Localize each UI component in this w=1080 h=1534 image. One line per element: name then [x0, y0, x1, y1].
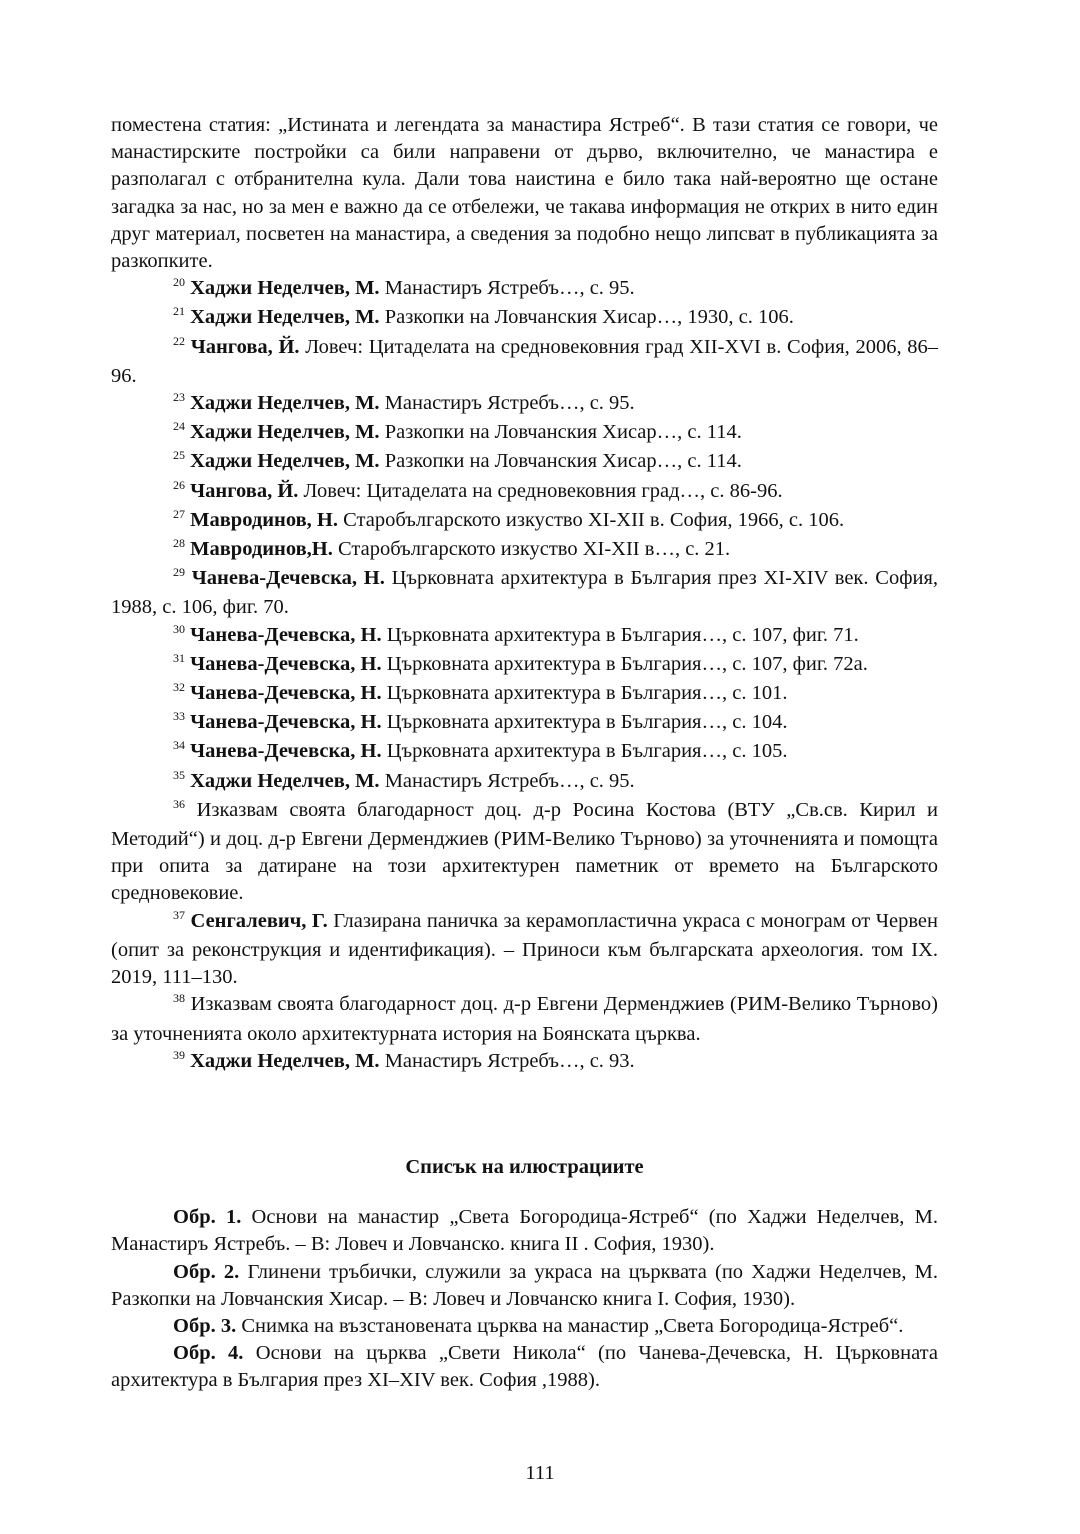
footnote — [111, 536, 938, 565]
footnote-number: 29 — [173, 565, 185, 580]
illustration-text: Глинени тръбички, служили за украса на църквата (по Хаджи Неделчев, М. Разкопки на Ловчанския Хисар. – В: Ловеч и Ловчанско книга I. София, 1930). — [111, 1260, 938, 1310]
illustration-text: Основи на манастир „Света Богородица-Ястреб“ (по Хаджи Неделчев, М. Манастиръ Ястребъ. – В: Ловеч и Ловчанско. книга II . София, 1930). — [111, 1206, 938, 1256]
footnote — [111, 709, 938, 738]
section-title: Списък на илюстрациите — [405, 1155, 644, 1178]
illustration-caption — [111, 1313, 938, 1340]
footnote-author: Хаджи Неделчев, М. — [190, 306, 380, 329]
footnote-number: 25 — [173, 448, 185, 463]
footnote-author: Чанева-Дечевска, Н. — [190, 711, 382, 734]
page-number: 111 — [525, 1462, 555, 1484]
footnote-author: Хаджи Неделчев, М. — [190, 450, 380, 473]
illustration-label: Обр. 3. — [173, 1314, 237, 1337]
footnote-number: 20 — [173, 275, 185, 290]
footnote-text: Ловеч: Цитаделата на средновековния град…, с. 86-96. — [298, 479, 783, 502]
footnote-text: Манастиръ Ястребъ…, с. 95. — [379, 277, 635, 300]
footnote-author: Хаджи Неделчев, М. — [190, 277, 380, 300]
footnote-number: 21 — [173, 304, 185, 319]
footnote-number: 33 — [173, 709, 185, 724]
footnote-text: Разкопки на Ловчанския Хисар…, 1930, с. 106. — [379, 306, 794, 329]
footnote-number: 31 — [173, 650, 185, 665]
footnote-author: Чангова, Й. — [190, 479, 299, 502]
footnote-text: Разкопки на Ловчанския Хисар…, с. 114. — [379, 450, 742, 473]
footnote-text: Манастиръ Ястребъ…, с. 95. — [379, 392, 635, 415]
footnote-text: Глазирана паничка за керамопластична украса с монограм от Червен (опит за реконструкция и идентификация). – Приноси към българската археология. том IX. 2019, 111–130. — [111, 909, 938, 989]
footnote-number: 32 — [173, 680, 185, 695]
footnote — [111, 478, 938, 507]
footnote-text: Ловеч: Цитаделата на средновековния град XII-XVI в. София, 2006, 86–96. — [111, 335, 939, 387]
footnote — [111, 507, 938, 536]
footnote-author: Мавродинов, Н. — [190, 508, 338, 531]
footnote-author: Сенгалевич, Г. — [190, 909, 328, 932]
illustration-text: Снимка на възстановената църква на манастир „Света Богородица-Ястреб“. — [236, 1314, 904, 1337]
footnote-text: Изказвам своята благодарност доц. д-р Евгени Дерменджиев (РИМ-Велико Търново) за уточненията около архитектурната история на Боянската църква. — [111, 993, 938, 1045]
footnote-number: 39 — [173, 1047, 185, 1062]
footnote-text: Разкопки на Ловчанския Хисар…, с. 114. — [379, 421, 742, 444]
footnote — [111, 275, 938, 304]
illustrations-list — [111, 1204, 938, 1394]
footnote — [111, 991, 938, 1047]
footnote-author: Чанева-Дечевска, Н. — [190, 623, 382, 646]
footnote-number: 28 — [173, 536, 185, 551]
footnote-author: Чанева-Дечевска, Н. — [191, 567, 385, 590]
footnote-number: 30 — [173, 621, 185, 636]
footnote-number: 35 — [173, 767, 185, 782]
footnote-text: Манастиръ Ястребъ…, с. 93. — [379, 1049, 635, 1072]
footnote-author: Мавродинов,Н. — [190, 538, 333, 561]
footnote — [111, 797, 938, 908]
footnote-text: Църковната архитектура в България…, с. 107, фиг. 71. — [381, 623, 859, 646]
footnote-text: Манастиръ Ястребъ…, с. 95. — [379, 769, 635, 792]
footnote-text: Църковната архитектура в България…, с. 105. — [381, 740, 788, 763]
footnote — [111, 1048, 938, 1077]
footnote — [111, 304, 938, 333]
footnote-text: Старобългарското изкуство XI-XII в. София, 1966, с. 106. — [337, 508, 845, 531]
footnote-author: Чангова, Й. — [190, 335, 300, 358]
footnotes-list — [111, 275, 938, 1077]
footnote-text: Църковната архитектура в България…, с. 104. — [381, 711, 788, 734]
footnote-text: Църковната архитектура в България…, с. 107, фиг. 72а. — [381, 652, 868, 675]
footnote-number: 37 — [173, 907, 185, 922]
footnote-author: Хаджи Неделчев, М. — [190, 392, 380, 415]
footnote-number: 36 — [173, 796, 185, 811]
footnote-number: 34 — [173, 738, 185, 753]
intro-paragraph: поместена статия: „Истината и легендата за манастира Ястреб“. В тази статия се говори, че манастирските постройки са били направени от дърво, включително, че манастира е разполагал с отбранителна кула. Дали това наистина е било така най-вероятно ще остане загадка за нас, но за мен е важно да се отбележи, че такава информация не открих в нито един друг материал, посветен на манастира, а сведения за подобно нещо липсват в публикацията за разкопките. — [111, 114, 938, 273]
footnote-number: 24 — [173, 419, 185, 434]
footnote-text: Църковната архитектура в България през XI-XIV век. София, 1988, с. 106, фиг. 70. — [111, 567, 939, 619]
footnote-number: 26 — [173, 477, 185, 492]
footnote-number: 27 — [173, 506, 185, 521]
footnote-author: Чанева-Дечевска, Н. — [190, 652, 382, 675]
footnote-author: Хаджи Неделчев, М. — [190, 769, 380, 792]
footnote-number: 38 — [173, 991, 185, 1006]
footnote-author: Хаджи Неделчев, М. — [190, 1049, 380, 1072]
illustration-label: Обр. 1. — [173, 1206, 242, 1229]
footnote — [111, 680, 938, 709]
footnote-text: Църковната архитектура в България…, с. 101. — [381, 682, 788, 705]
footnote-author: Хаджи Неделчев, М. — [190, 421, 380, 444]
footnote — [111, 334, 938, 390]
illustration-text: Основи на църква „Свети Никола“ (по Чанева-Дечевска, Н. Църковната архитектура в България през XI–XIV век. София ,1988). — [111, 1342, 938, 1392]
footnote-number: 23 — [173, 390, 185, 405]
footnote — [111, 390, 938, 419]
footnote-author: Чанева-Дечевска, Н. — [190, 740, 382, 763]
footnote — [111, 738, 938, 767]
text-column — [111, 112, 938, 1395]
footnote — [111, 448, 938, 477]
footnote-author: Чанева-Дечевска, Н. — [190, 682, 382, 705]
illustration-caption — [111, 1204, 938, 1258]
footnote-number: 22 — [173, 333, 185, 348]
illustration-label: Обр. 2. — [173, 1260, 240, 1283]
footnote — [111, 768, 938, 797]
illustration-caption — [111, 1340, 938, 1394]
footnote-text: Изказвам своята благодарност доц. д-р Росина Костова (ВТУ „Св.св. Кирил и Методий“) и доц. д-р Евгени Дерменджиев (РИМ-Велико Търново) за уточненията и помощта при опита за датиране на този архитектурен паметник от времето на Българското средновековие. — [111, 798, 938, 905]
illustration-label: Обр. 4. — [173, 1342, 244, 1365]
footnote — [111, 565, 938, 621]
illustration-caption — [111, 1259, 938, 1313]
footnote — [111, 622, 938, 651]
footnote-text: Старобългарското изкуство XI-XII в…, с. 21. — [332, 538, 731, 561]
footnote — [111, 651, 938, 680]
footnote — [111, 908, 938, 992]
footnote — [111, 419, 938, 448]
